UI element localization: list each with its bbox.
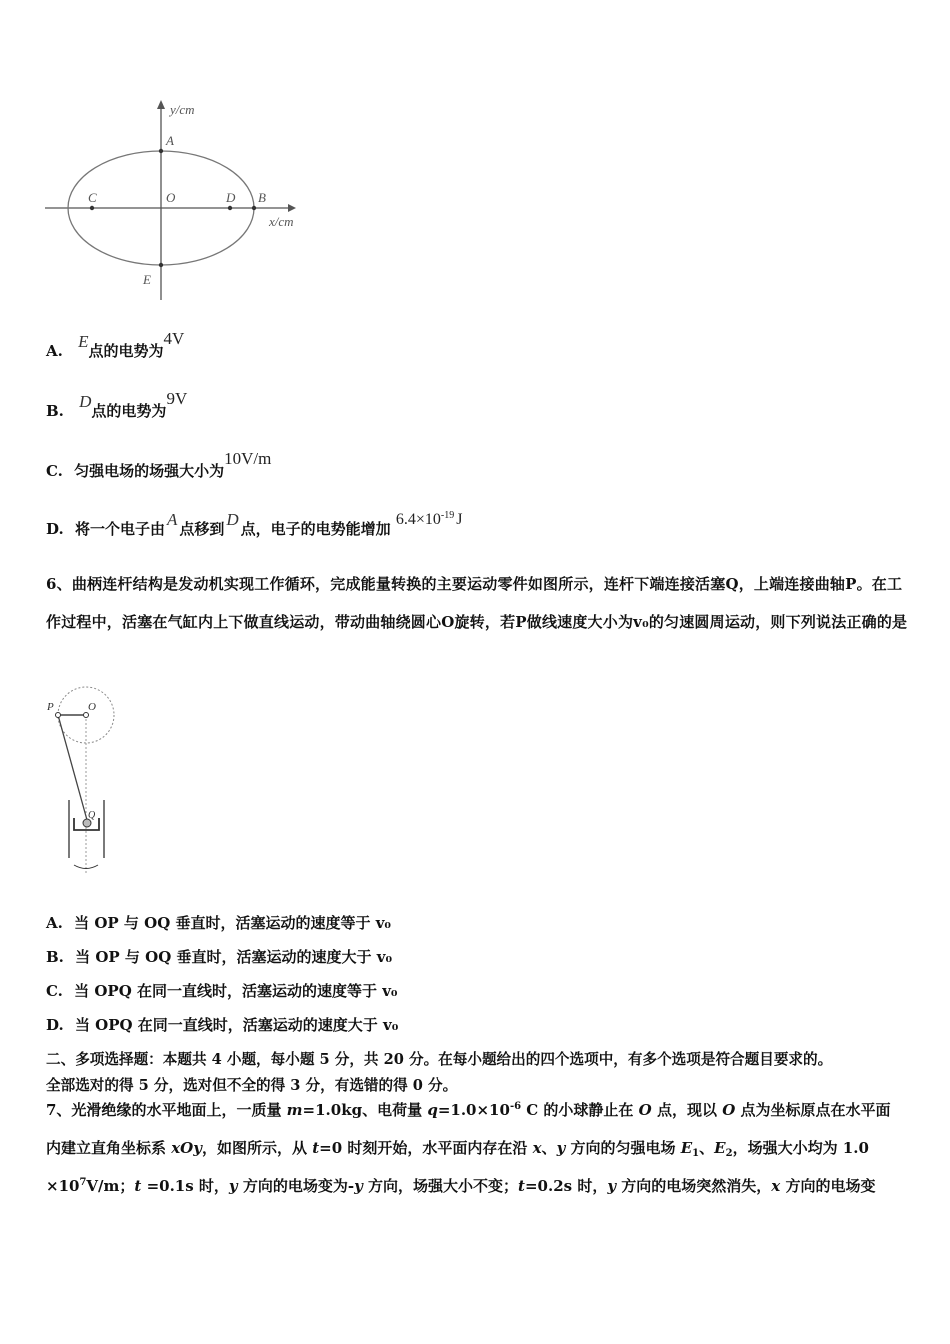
label-q: Q bbox=[88, 810, 96, 821]
label-b: B bbox=[258, 190, 266, 205]
label-d: D bbox=[226, 190, 236, 205]
q6-option-c: C. 当 OPQ 在同一直线时，活塞运动的速度等于 v₀ bbox=[46, 982, 398, 1000]
q7-line2: 内建立直角坐标系 xOy，如图所示，从 t=0 时刻开始，水平面内存在沿 x、y 方向的匀强电场 $E_1$、$E_2$，场强大小均为 1.0 bbox=[46, 1139, 869, 1159]
ellipse-figure bbox=[40, 95, 320, 305]
label-o2: O bbox=[88, 701, 96, 713]
connecting-rod bbox=[58, 715, 87, 820]
point-a bbox=[159, 149, 163, 153]
point-p bbox=[56, 713, 61, 718]
label-c: C bbox=[88, 190, 97, 205]
x-axis-label: x/cm bbox=[269, 214, 294, 229]
label-e: E bbox=[143, 272, 151, 287]
q7-line1: 7、光滑绝缘的水平地面上，一质量 m=1.0kg、电荷量 $q=1.0\times 10^{-6}$ C 的小球静止在 O 点，现以 O 点为坐标原点在水平面 bbox=[46, 1101, 891, 1119]
q6-option-b: B. 当 OP 与 OQ 垂直时，活塞运动的速度大于 v₀ bbox=[46, 948, 393, 966]
point-c bbox=[90, 206, 94, 210]
point-b bbox=[252, 206, 256, 210]
point-d bbox=[228, 206, 232, 210]
q6-option-a: A. 当 OP 与 OQ 垂直时，活塞运动的速度等于 v₀ bbox=[46, 914, 391, 932]
section2-heading-line2: 全部选对的得 5 分，选对但不全的得 3 分，有选错的得 0 分。 bbox=[46, 1077, 458, 1094]
q7-line3: $\times 10^7V/m$；t =0.1s 时，y 方向的电场变为-y 方向，场强大小不变；t=0.2s 时，y 方向的电场突然消失，x 方向的电场变 bbox=[46, 1177, 876, 1195]
label-p: P bbox=[47, 701, 54, 713]
q6-stem: 6、曲柄连杆结构是发动机实现工作循环，完成能量转换的主要运动零件如图所示，连杆下端连接活塞Q，上端连接曲轴P。在工作过程中，活塞在气缸内上下做直线运动，带动曲轴绕圆心O旋转，若P做线速度大小为v₀的匀速圆周运动，则下列说法正确的是 bbox=[46, 575, 908, 631]
point-e bbox=[159, 263, 163, 267]
y-axis-label: y/cm bbox=[170, 102, 195, 117]
label-a: A bbox=[166, 133, 174, 148]
point-o bbox=[84, 713, 89, 718]
section2-heading-line1: 二、多项选择题：本题共 4 小题，每小题 5 分，共 20 分。在每小题给出的四个选项中，有多个选项是符合题目要求的。 bbox=[46, 1051, 833, 1068]
option-a: A. E点的电势为4V bbox=[46, 329, 185, 360]
option-b: B. D点的电势为9V bbox=[46, 389, 188, 420]
option-c: C. 匀强电场的场强大小为10V/m bbox=[46, 449, 272, 480]
q6-option-d: D. 当 OPQ 在同一直线时，活塞运动的速度大于 v₀ bbox=[46, 1016, 399, 1034]
crank-figure bbox=[44, 680, 124, 880]
label-o: O bbox=[166, 190, 176, 205]
option-d: D. 将一个电子由 A 点移到 D 点，电子的电势能增加 $6.4\times 10^{-19}$ J bbox=[46, 510, 463, 538]
